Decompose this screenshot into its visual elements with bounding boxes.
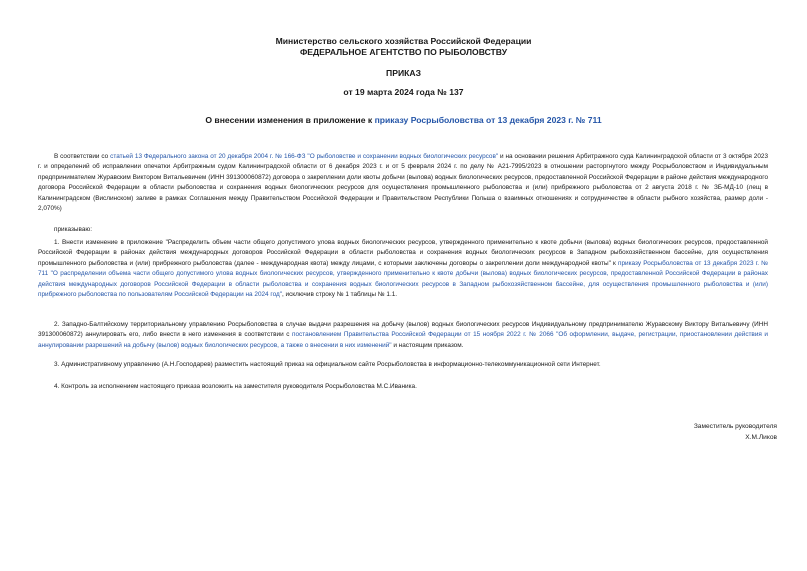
document-date: от 19 марта 2024 года № 137 (343, 87, 464, 97)
item-1-text-1: 1. Внести изменение в приложение "Распределить объем части общего допустимого улова водных биологических ресурсов, утвержденного применительно к квоте добычи (вылова) водных биологических ресурсов, предоставленной Российской Федерации в районах действия международных договоров Российской Федерации в области рыболовства и сохранения водных биологических ресурсов в Западном рыбохозяйственном бассейне, для осуществления промышленного рыболовства и (или) прибрежного рыболовства (далее - международная квота) между лицами, с которыми заключены договоры о закреплении доли международной квоты" к (38, 239, 768, 267)
item-2-text-1: 2. Западно-Балтийскому территориальному управлению Росрыболовства в случае выдачи разрешения на добычу (вылов) водных биологических ресурсов Индивидуальному предпринимателю Журавскому Виктору Витальевичу (ИНН 391300060872) аннулировать его, либо внести в него изменения в соответствии с (38, 321, 768, 339)
federal-law-link[interactable]: статьей 13 Федерального закона от 20 декабря 2004 г. № 166-ФЗ "О рыболовстве и сохранении водных биологических ресурсов" (110, 153, 499, 160)
item-1-text-2: , исключив строку № 1 таблицы № 1.1. (281, 291, 398, 299)
signature-block (694, 422, 777, 443)
title-order-link[interactable]: приказу Росрыболовства от 13 декабря 2023 г. № 711 (374, 115, 602, 125)
item-1-paragraph (38, 238, 768, 300)
order-word: приказываю: (54, 226, 92, 233)
title-prefix: О внесении изменения в приложение к (205, 115, 375, 125)
document-type: ПРИКАЗ (386, 68, 421, 78)
preamble-paragraph (38, 152, 768, 214)
document-title (0, 115, 807, 125)
item-3-paragraph: 3. Административному управлению (А.Н.Господарев) разместить настоящий приказ на официальном сайте Росрыболовства в информационно-телекоммуникационной сети Интернет. (54, 361, 601, 368)
signatory-position: Заместитель руководителя (693, 423, 777, 430)
order-711-link[interactable]: приказу Росрыболовства от 13 декабря 2023 г. № 711 "О распределении объема части общего допустимого улова водных биологических ресурсов, утвержденного применительно к квоте добычи (вылова) водных биологических ресурсов, предоставленной Российской Федерации в районах действия международных договоров Российской Федерации в области рыболовства и сохранения водных биологических ресурсов в Западном рыбохозяйственном бассейне, для осуществления промышленного рыболовства и (или) прибрежного рыболовства по пользователям Российской Федерации на 2024 год" (38, 259, 768, 299)
preamble-text-1: В соответствии со (54, 153, 111, 160)
government-resolution-link[interactable]: постановлением Правительства Российской Федерации от 15 ноября 2022 г. № 2066 "Об оформлении, выдаче, регистрации, приостановлении действия и аннулировании разрешений на добычу (вылов) водных биологических ресурсов, а также о внесении в них изменений" (38, 331, 768, 349)
ministry-name: Министерство сельского хозяйства Российской Федерации (275, 36, 532, 46)
item-2-text-2: и настоящим приказом. (391, 341, 464, 349)
agency-name: ФЕДЕРАЛЬНОЕ АГЕНТСТВО ПО РЫБОЛОВСТВУ (299, 47, 508, 57)
item-4-paragraph: 4. Контроль за исполнением настоящего приказа возложить на заместителя руководителя Росрыболовства М.С.Иваника. (54, 383, 417, 390)
signatory-name: Х.М.Ликов (745, 433, 777, 441)
preamble-text-2: и на основании решения Арбитражного суда Калининградской области от 3 октября 2023 г. и определений об исправлении опечатки Арбитражным судом Калининградской области от 6 декабря 2023 г. и от 5 февраля 2024 г. по делу № А21-7995/2023 в отношении расторгнутого между Росрыболовством и Индивидуальным предпринимателем Журавским Виктором Витальевичем (ИНН 391300060872) договора о закреплении доли квоты добычи (вылова) водных биологических ресурсов, предоставленной Российской Федерации в районе действия международного договора Российской Федерации в области рыболовства и сохранения водных биологических ресурсов для осуществления промышленного рыболовства и (или) прибрежного рыболовства от 2 августа 2018 г. № ЗБ-МД-10 (лещ в Калининградском (Вислинском) заливе в рамках Соглашения между Правительством Российской Федерации и Правительством Республики Польша о взаимных отношениях и сотрудничестве в области рыбного хозяйства, размер доли - 2,070%) (38, 153, 769, 213)
item-2-paragraph (38, 320, 768, 351)
